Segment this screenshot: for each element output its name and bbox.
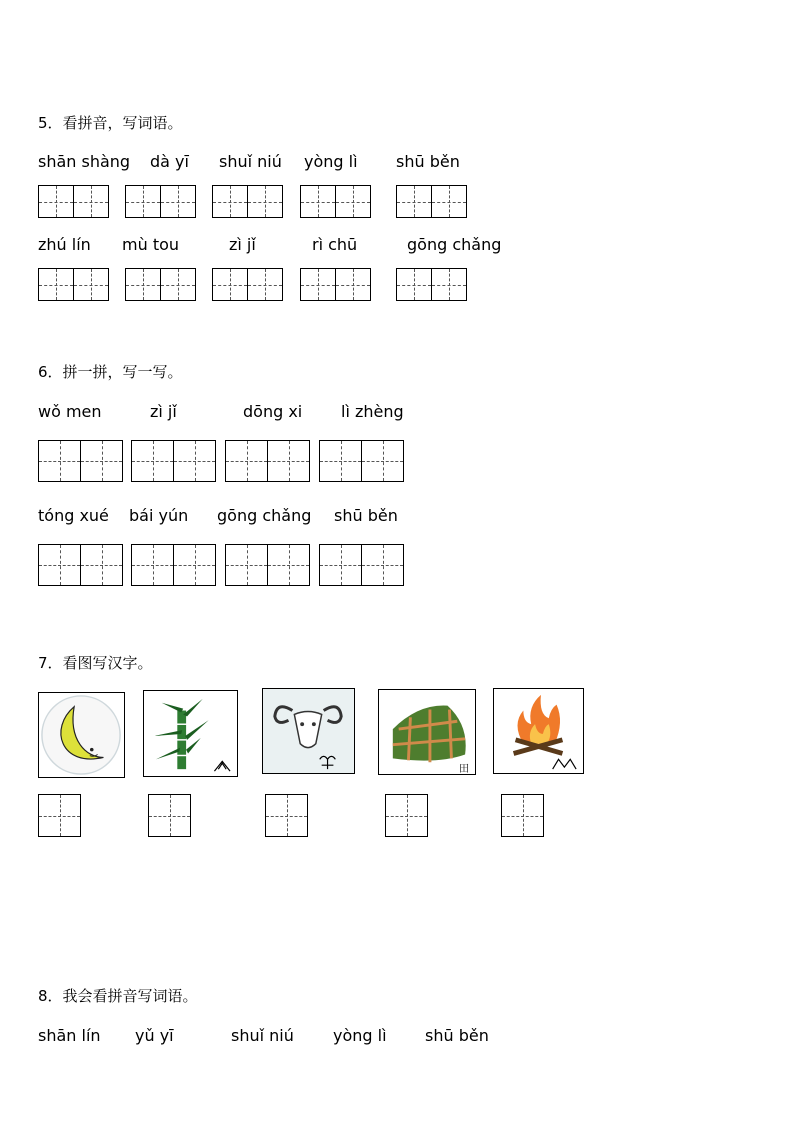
q6-pinyin-1-3: dōng xi xyxy=(243,402,303,421)
field-picture-caption: 田 xyxy=(459,764,469,775)
fire-picture xyxy=(493,688,584,774)
q5-answer-box-1-5[interactable] xyxy=(396,185,467,218)
q5-pinyin-1-1: shān shàng xyxy=(38,152,131,171)
field-picture xyxy=(378,689,476,775)
q6-pinyin-2-3: gōng chǎng xyxy=(217,506,312,525)
q5-answer-box-1-4[interactable] xyxy=(300,185,371,218)
q8-pinyin-3: shuǐ niú xyxy=(231,1026,294,1045)
goat-picture xyxy=(262,688,355,774)
moon-picture xyxy=(38,692,125,778)
q5-answer-box-2-1[interactable] xyxy=(38,268,109,301)
q6-answer-box-2-1[interactable] xyxy=(38,544,123,586)
q8-title: 8．我会看拼音写词语。 xyxy=(38,987,198,1005)
q6-pinyin-1-4: lì zhèng xyxy=(341,402,404,421)
q8-pinyin-5: shū běn xyxy=(425,1026,489,1045)
q6-answer-box-2-3[interactable] xyxy=(225,544,310,586)
q6-pinyin-1-1: wǒ men xyxy=(38,402,102,421)
q5-title: 5．看拼音，写词语。 xyxy=(38,114,183,132)
q5-pinyin-1-4: yòng lì xyxy=(304,152,358,171)
q8-pinyin-2: yǔ yī xyxy=(135,1026,174,1045)
moon-icon xyxy=(39,693,124,777)
q5-answer-box-1-2[interactable] xyxy=(125,185,196,218)
q5-answer-box-2-2[interactable] xyxy=(125,268,196,301)
q6-title: 6．拼一拼，写一写。 xyxy=(38,363,183,381)
q7-answer-box-5[interactable] xyxy=(501,794,544,837)
q8-pinyin-4: yòng lì xyxy=(333,1026,387,1045)
q5-pinyin-1-5: shū běn xyxy=(396,152,460,171)
q7-answer-box-1[interactable] xyxy=(38,794,81,837)
q8-pinyin-1: shān lín xyxy=(38,1026,101,1045)
q5-pinyin-1-2: dà yī xyxy=(150,152,189,171)
q6-answer-box-1-4[interactable] xyxy=(319,440,404,482)
q5-pinyin-1-3: shuǐ niú xyxy=(219,152,282,171)
q7-answer-box-4[interactable] xyxy=(385,794,428,837)
q6-pinyin-1-2: zì jǐ xyxy=(150,402,177,421)
q7-answer-box-3[interactable] xyxy=(265,794,308,837)
q6-answer-box-1-1[interactable] xyxy=(38,440,123,482)
q5-answer-box-1-1[interactable] xyxy=(38,185,109,218)
q7-answer-box-2[interactable] xyxy=(148,794,191,837)
fire-icon xyxy=(494,689,583,773)
q5-pinyin-2-4: rì chū xyxy=(312,235,358,254)
q5-answer-box-2-4[interactable] xyxy=(300,268,371,301)
q5-pinyin-2-2: mù tou xyxy=(122,235,180,254)
q6-answer-box-2-2[interactable] xyxy=(131,544,216,586)
q6-answer-box-1-2[interactable] xyxy=(131,440,216,482)
q6-answer-box-2-4[interactable] xyxy=(319,544,404,586)
q6-pinyin-2-1: tóng xué xyxy=(38,506,109,525)
q6-pinyin-2-2: bái yún xyxy=(129,506,189,525)
q6-pinyin-2-4: shū běn xyxy=(334,506,398,525)
bamboo-picture xyxy=(143,690,238,777)
q5-pinyin-2-5: gōng chǎng xyxy=(407,235,502,254)
q5-pinyin-2-1: zhú lín xyxy=(38,235,91,254)
q7-title: 7．看图写汉字。 xyxy=(38,654,153,672)
goat-icon xyxy=(263,689,354,773)
q5-pinyin-2-3: zì jǐ xyxy=(229,235,256,254)
q5-answer-box-1-3[interactable] xyxy=(212,185,283,218)
q5-answer-box-2-5[interactable] xyxy=(396,268,467,301)
bamboo-icon xyxy=(144,691,237,776)
q6-answer-box-1-3[interactable] xyxy=(225,440,310,482)
q5-answer-box-2-3[interactable] xyxy=(212,268,283,301)
